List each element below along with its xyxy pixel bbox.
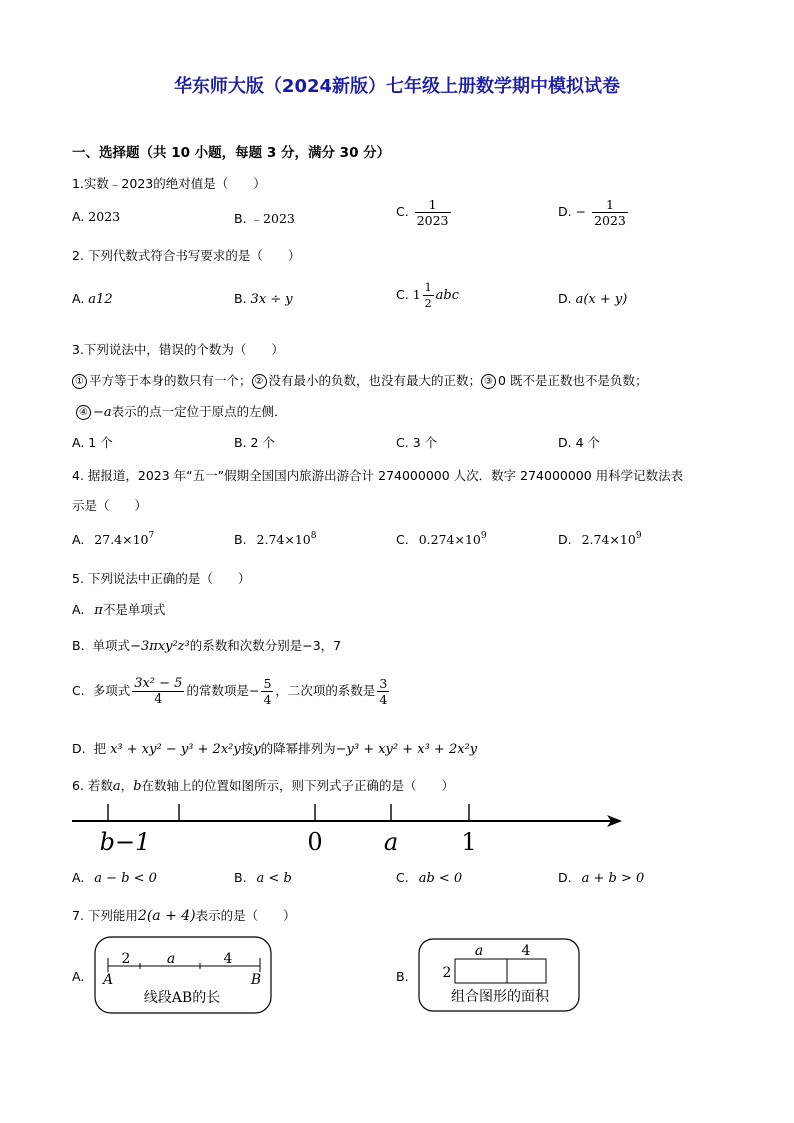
figure-caption: 组合图形的面积 <box>451 989 549 1005</box>
option-text: 的常数项是 <box>186 683 249 698</box>
statement-2: 没有最小的负数，也没有最大的正数； <box>268 373 482 388</box>
option-value: 4 个 <box>575 435 601 450</box>
denominator: 4 <box>263 692 272 707</box>
q3-option-a[interactable] <box>72 433 113 451</box>
rectangle-4 <box>507 959 546 983</box>
pi-symbol: π <box>94 603 103 618</box>
q4-option-c[interactable] <box>396 532 487 547</box>
page-title: 华东师大版（2024新版）七年级上册数学期中模拟试卷 <box>173 76 621 97</box>
width-label-4: 4 <box>521 943 531 959</box>
fraction <box>132 676 184 707</box>
option-value: ﹣2023 <box>250 211 295 226</box>
denominator: 2 <box>424 297 432 310</box>
q6-option-a[interactable] <box>72 870 157 886</box>
circle-number-2: ② <box>252 374 267 389</box>
q5-option-d[interactable] <box>72 739 477 757</box>
option-text: 不是单项式 <box>102 602 166 617</box>
point-label-b: B <box>250 972 262 988</box>
option-value: 2.74×10 <box>581 532 636 547</box>
q6-option-d[interactable] <box>558 870 644 886</box>
option-letter: B. <box>72 638 85 653</box>
option-letter: D. <box>72 741 86 756</box>
q1-option-d[interactable] <box>558 197 630 228</box>
fraction <box>592 197 628 228</box>
option-value: 1 个 <box>88 435 113 450</box>
rectangle-a <box>455 959 507 983</box>
fraction <box>423 280 434 311</box>
option-text: 单项式 <box>92 638 131 653</box>
circle-number-4: ④ <box>76 405 91 420</box>
denominator: 2023 <box>416 213 449 228</box>
q4-option-d[interactable] <box>558 532 642 547</box>
option-letter: D. <box>558 532 572 547</box>
fraction <box>377 676 389 707</box>
segment-label-2: 2 <box>121 951 131 967</box>
segment-label-a: a <box>166 951 176 967</box>
option-value: a − b < 0 <box>94 871 157 886</box>
exponent: 9 <box>480 531 487 541</box>
stem-text: 6. 若数 <box>72 778 113 793</box>
q2-option-a[interactable] <box>72 291 113 307</box>
height-label-2: 2 <box>442 965 452 981</box>
option-letter: C. <box>72 683 85 698</box>
option-letter: A. <box>72 870 85 885</box>
variable: y <box>253 742 261 757</box>
option-value: 2023 <box>88 209 121 224</box>
q4-option-a[interactable] <box>72 532 154 547</box>
question-5-stem: 5. 下列说法中正确的是（ ） <box>72 571 251 586</box>
option-value: a(x + y) <box>575 292 628 307</box>
option-letter: B. <box>234 870 247 885</box>
axis-label-a: a <box>383 828 399 856</box>
question-6-stem <box>72 776 454 794</box>
option-letter: A. <box>72 291 85 306</box>
option-value: a12 <box>88 292 113 307</box>
question-3-stem: 3.下列说法中，错误的个数为（ ） <box>72 342 284 357</box>
option-letter: A. <box>72 532 85 547</box>
fraction <box>415 197 451 228</box>
minus-sign: − <box>575 204 587 219</box>
option-value: a + b > 0 <box>581 871 645 886</box>
exponent: 7 <box>148 531 155 541</box>
q7-option-a-letter[interactable]: A. <box>72 969 85 984</box>
option-letter: C. <box>396 532 409 547</box>
option-value: 0.274×10 <box>418 532 481 547</box>
q1-option-b[interactable] <box>234 209 295 227</box>
q7-option-a-figure[interactable] <box>94 936 274 1016</box>
option-value: a < b <box>256 871 292 886</box>
width-label-a: a <box>474 943 484 959</box>
circle-number-1: ① <box>72 374 87 389</box>
q5-option-b[interactable] <box>72 636 341 654</box>
circle-number-3: ③ <box>481 374 496 389</box>
option-value: 3x ÷ y <box>250 292 293 307</box>
stem-text: 7. 下列能用 <box>72 908 138 923</box>
option-value: ab < 0 <box>418 871 463 886</box>
option-letter: B. <box>234 211 247 226</box>
q4-option-b[interactable] <box>234 532 317 547</box>
option-value: abc <box>435 288 459 303</box>
question-1-stem: 1.实数﹣2023的绝对值是（ ） <box>72 176 266 191</box>
option-value: 27.4×10 <box>94 532 149 547</box>
figure-caption: 线段AB的长 <box>143 990 221 1006</box>
point-label-a: A <box>102 972 114 988</box>
whole-part: 1 <box>412 287 421 302</box>
q1-option-a[interactable] <box>72 209 120 224</box>
option-letter: C. <box>396 204 409 219</box>
question-4-stem-line1: 4. 据报道，2023 年“五一”假期全国国内旅游出游合计 274000000 人次．数字 274000000 用科学记数法表 <box>72 468 684 483</box>
question-2-stem: 2. 下列代数式符合书写要求的是（ ） <box>72 248 301 263</box>
option-value: 2.74×10 <box>256 532 311 547</box>
q3-statements-line1 <box>72 371 647 389</box>
axis-label-one: 1 <box>461 828 477 856</box>
option-letter: B. <box>234 435 247 450</box>
section-heading: 一、选择题（共 10 小题，每题 3 分，满分 30 分） <box>72 145 391 161</box>
expression: 2(a + 4) <box>137 908 196 924</box>
option-value: 3 个 <box>412 435 438 450</box>
option-text: 的系数和次数分别是−3，7 <box>189 638 342 653</box>
option-letter: D. <box>558 435 572 450</box>
segment-label-4: 4 <box>223 951 233 967</box>
polynomial: x³ + xy² − y³ + 2x²y <box>110 742 241 757</box>
option-text: 把 <box>93 741 107 756</box>
q1-option-c[interactable] <box>396 197 453 228</box>
numerator: 3x² − 5 <box>134 676 183 691</box>
option-value: 2 个 <box>250 435 275 450</box>
q3-option-d[interactable] <box>558 433 600 451</box>
axis-label-zero: 0 <box>307 828 323 856</box>
minus-sign: − <box>248 683 260 698</box>
numerator: 1 <box>424 281 432 294</box>
statement-3: 0 既不是正数也不是负数； <box>498 373 648 388</box>
numerator: 3 <box>379 676 388 691</box>
variable-a: a <box>112 779 121 794</box>
exponent: 9 <box>635 531 642 541</box>
option-text: 按 <box>240 741 254 756</box>
statement-1: 平方等于本身的数只有一个； <box>89 373 252 388</box>
stem-text: 表示的是（ ） <box>195 908 296 923</box>
variable-b: b <box>133 779 142 794</box>
numerator: 5 <box>263 676 272 691</box>
monomial: −3πxy²z³ <box>130 639 190 654</box>
q5-option-c[interactable] <box>72 676 391 707</box>
option-letter: C. <box>396 870 409 885</box>
q7-option-b-figure[interactable] <box>418 938 582 1014</box>
option-letter: A. <box>72 209 85 224</box>
q2-option-b[interactable] <box>234 291 293 307</box>
stem-text: 在数轴上的位置如图所示，则下列式子正确的是（ ） <box>141 778 455 793</box>
q5-option-a[interactable] <box>72 600 165 618</box>
number-line <box>60 796 640 860</box>
q3-option-c[interactable] <box>396 433 437 451</box>
option-letter: A. <box>72 435 85 450</box>
polynomial: −y³ + xy² + x³ + 2x²y <box>335 742 478 757</box>
option-text: ，二次项的系数是 <box>275 683 376 698</box>
denominator: 4 <box>379 692 388 707</box>
question-7-stem <box>72 906 296 924</box>
option-letter: C. <box>396 435 409 450</box>
denominator: 2023 <box>594 213 626 228</box>
q3-option-b[interactable] <box>234 433 275 451</box>
option-letter: B. <box>234 532 247 547</box>
exponent: 8 <box>310 531 317 541</box>
statement-4-math: −a <box>93 405 112 420</box>
option-letter: D. <box>558 870 572 885</box>
option-letter: B. <box>234 291 247 306</box>
question-4-stem-line2: 示是（ ） <box>72 498 148 513</box>
q2-option-c[interactable] <box>396 280 459 311</box>
numerator: 1 <box>415 197 451 213</box>
q3-statements-line2 <box>76 402 287 420</box>
stem-text: ， <box>120 778 134 793</box>
axis-label-b-minus-1: b−1 <box>99 828 151 856</box>
option-text: 的降幂排列为 <box>260 741 336 756</box>
fraction <box>261 676 273 707</box>
q7-option-b-letter[interactable]: B. <box>396 969 409 984</box>
option-letter: D. <box>558 204 572 219</box>
statement-4: 表示的点一定位于原点的左侧． <box>111 404 287 419</box>
q2-option-d[interactable] <box>558 291 627 307</box>
option-text: 多项式 <box>92 683 131 698</box>
numerator: 1 <box>592 197 628 213</box>
q6-option-b[interactable] <box>234 870 292 886</box>
denominator: 4 <box>154 692 163 707</box>
option-letter: C. <box>396 287 409 302</box>
option-letter: D. <box>558 291 572 306</box>
q6-option-c[interactable] <box>396 870 462 886</box>
option-letter: A. <box>72 602 85 617</box>
